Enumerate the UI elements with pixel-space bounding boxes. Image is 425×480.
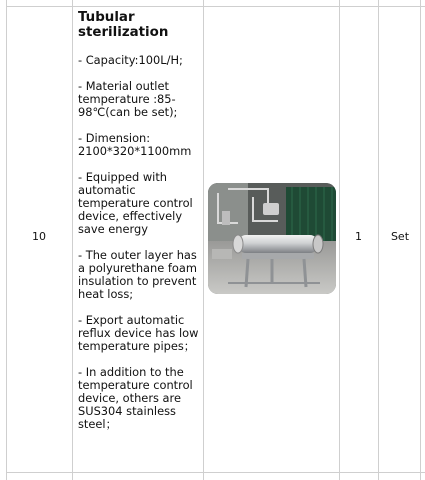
spec-temperature-control: - Equipped with automatic temperature control device, effectively save energy <box>78 170 193 236</box>
spec-reflux-device: - Export automatic reflux device has low temperature pipes； <box>78 313 199 353</box>
tubular-sterilizer-image <box>208 183 336 294</box>
spec-capacity: - Capacity:100L/H; <box>78 53 183 67</box>
product-description <box>78 10 202 444</box>
spec-material: - In addition to the temperature control device, others are SUS304 stainless steel； <box>78 365 193 431</box>
spec-outlet-temperature: - Material outlet temperature :85-98℃(can be set); <box>78 79 178 119</box>
row-bottom-border <box>6 472 425 473</box>
table-border-right <box>420 0 421 480</box>
spec-insulation: - The outer layer has a polyurethane foam insulation to prevent heat loss; <box>78 248 197 301</box>
unit: Set <box>390 230 410 243</box>
column-divider <box>339 0 340 480</box>
spec-dimension: - Dimension: 2100*320*1100mm <box>78 131 192 158</box>
column-divider <box>72 0 73 480</box>
quantity: 1 <box>355 230 362 243</box>
row-number: 10 <box>32 230 46 243</box>
product-title: Tubular sterilization <box>78 10 169 40</box>
column-divider <box>203 0 204 480</box>
row-top-border <box>6 6 425 7</box>
column-divider <box>378 0 379 480</box>
product-photo <box>208 183 336 294</box>
